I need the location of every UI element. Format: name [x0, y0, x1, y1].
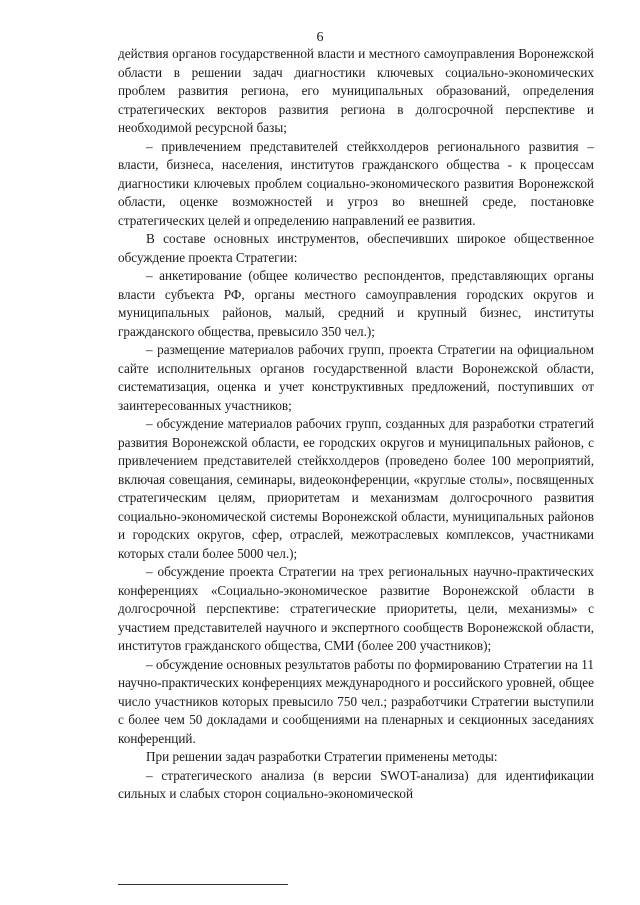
list-item: – обсуждение проекта Стратегии на трех региональных научно-практических конференциях «Социально-экономическое развитие Воронежской области в долгосрочной перспективе: стратегические приоритеты, цели, механизмы» с участием представителей научного и экспертного сообществ Воронежской области, институтов гражданского общества, СМИ (более 200 участников);: [118, 564, 594, 653]
list-item: – обсуждение основных результатов работы по формированию Стратегии на 11 научно-практических конференциях международного и российского уровней, общее число участников которых превысило 750 чел.; разработчики Стратегии выступили с более чем 50 докладами и сообщениями на пленарных и секционных заседаниях конференций.: [118, 656, 594, 746]
footer-rule: [118, 884, 288, 885]
paragraph: – привлечением представителей стейкхолдеров регионального развития – власти, бизнеса, населения, институтов гражданского общества - к процессам диагностики ключевых проблем социально-экономического развития Воронежской области, оценке возможностей и угроз во внешней среде, постановке стратегических целей и определению направлений ее развития.: [118, 138, 594, 228]
paragraph: В составе основных инструментов, обеспечивших широкое общественное обсуждение проекта Стратегии:: [118, 231, 594, 265]
body-text: [118, 45, 594, 804]
list-item: – стратегического анализа (в версии SWOT-анализа) для идентификации сильных и слабых сторон социально-экономической: [118, 767, 594, 801]
paragraph-continuation: действия органов государственной власти и местного самоуправления Воронежской области в решении задач диагностики ключевых социально-экономических проблем развития региона, его муниципальных образований, определения стратегических векторов развития региона в долгосрочной перспективе и необходимой ресурсной базы;: [118, 46, 594, 135]
list-item: – размещение материалов рабочих групп, проекта Стратегии на официальном сайте исполнительных органов государственной власти Воронежской области, систематизация, оценка и учет конструктивных предложений, поступивших от заинтересованных участников;: [118, 342, 594, 413]
paragraph: При решении задач разработки Стратегии применены методы:: [146, 749, 498, 764]
page-number: 6: [316, 30, 324, 45]
list-item: – обсуждение материалов рабочих групп, созданных для разработки стратегий развития Воронежской области, ее городских округов и муниципальных районов, с привлечением представителей стейкхолдеров (проведено более 100 мероприятий, включая совещания, семинары, видеоконференции, «круглые столы», посвященных стратегическим целям, приоритетам и механизмам долгосрочного развития социально-экономической системы Воронежской области, муниципальных районов и городских округов, сфер, отраслей, межотраслевых комплексов, участниками которых стали более 5000 чел.);: [118, 416, 594, 561]
list-item: – анкетирование (общее количество респондентов, представляющих органы власти субъекта РФ, органы местного самоуправления городских округов и муниципальных районов, малый, средний и крупный бизнес, институты гражданского общества, превысило 350 чел.);: [118, 268, 594, 339]
